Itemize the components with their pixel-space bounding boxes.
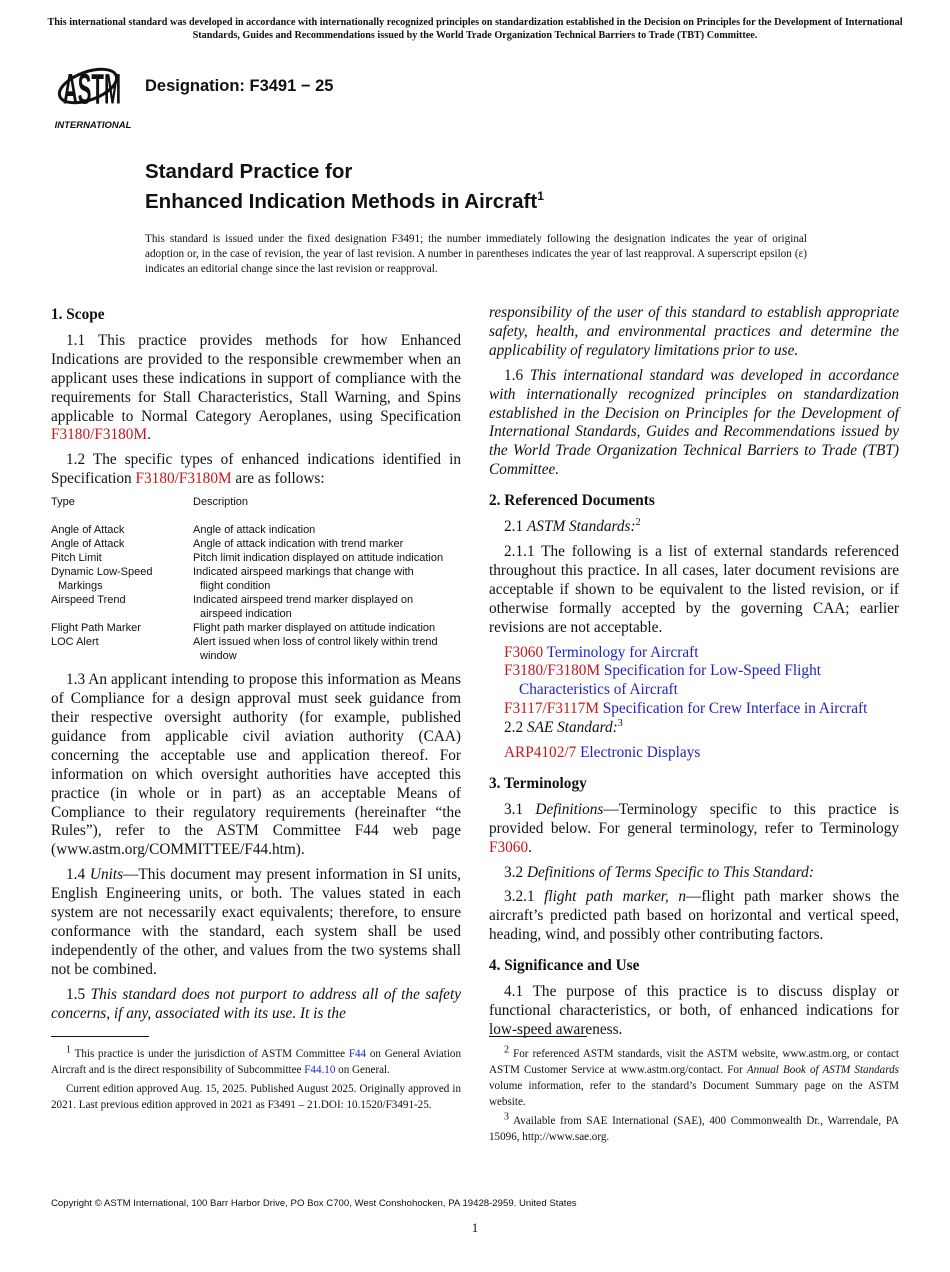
cell-line: flight condition [200,580,271,593]
type-cell [51,523,193,537]
table-row [51,523,461,537]
paragraph [489,518,899,537]
text-run: 2.1.1 The following is a list of external standards referenced throughout this practice. In all cases, later document revisions are acceptable if shown to be equivalent to the listed revision, or if otherwise formally accepted by the governing CAA; earlier revisions are not acceptable. [489,542,899,636]
text-run: 3.2 [504,863,527,881]
footnote-rule-left [51,1036,149,1037]
text-run: 4. Significance and Use [489,957,640,975]
reference-link[interactable]: F3180/F3180M [135,470,232,488]
text-run: flight path marker, n [544,888,687,906]
text-run: Current edition approved Aug. 15, 2025. Published August 2025. Originally approved in 2021. Last previous edition approved in 2021 as F3491 – 21.DOI: 10.1520/F3491-25. [51,1083,461,1111]
text-run: This practice is under the jurisdiction of ASTM Committee [71,1048,349,1060]
section-heading [51,306,461,325]
text-run: This international standard was developed in accordance with internationally recognized principles on standardization established in the Decision on Principles for the Development of International Standards, Guides and Recommendations issued by the World Trade Organization Technical Barriers to Trade (TBT) Committee. [489,366,899,479]
text-run: on General. [335,1064,390,1076]
text-run: 1.2 The specific types of enhanced indications identified in Specification [51,451,461,488]
cell-line: LOC Alert [51,636,99,649]
text-run: 3. Terminology [489,774,587,792]
text-run: ASTM Standards: [526,518,636,536]
type-cell [51,593,193,621]
copyright: Copyright © ASTM International, 100 Barr Harbor Drive, PO Box C700, West Conshohocken, PA 19428-2959. United States [51,1198,577,1209]
cell-line: Dynamic Low-Speed [51,566,153,579]
text-run: 1.4 [66,866,90,884]
cell-line: Airspeed Trend [51,594,126,607]
section-heading [489,775,899,794]
cell-line: Angle of Attack [51,538,125,551]
description-cell [193,565,461,593]
document-title [145,159,544,214]
svg-text:ASTM: ASTM [63,65,121,114]
text-run: —flight path marker shows the aircraft’s predicted path based on horizontal and vertical speed, heading, wind, and possibly other contributing factors. [489,888,900,944]
paragraph [51,671,461,860]
designation: Designation: F3491 − 25 [145,77,334,95]
text-run: . [528,838,532,856]
text-run: on General Aviation Aircraft and is the direct responsibility of Subcommittee [51,1048,461,1076]
paragraph [489,367,899,480]
reference-link[interactable]: F44.10 [304,1064,336,1076]
paragraph [489,983,899,1040]
reference-link[interactable]: F3060 [504,643,544,661]
text-run: 1.6 [504,366,530,384]
paragraph [51,986,461,1024]
cell-line: Angle of attack indication with trend marker [193,538,404,551]
text-run: . [147,426,151,444]
text-run: Units [89,866,124,884]
title-line-2 [145,184,544,214]
text-run: SAE Standard: [526,719,618,737]
text-run: —This document may present information in SI units, English Engineering units, or both. The values stated in each system are not necessarily exact equivalents; therefore, to ensure conformance with the standard, each system shall be used independently of the other, and values from the two systems shall not be combined. [51,866,461,978]
reference-link[interactable]: F3117/F3117M [504,700,599,718]
table-row [51,565,461,593]
reference-link[interactable]: F3180/F3180M [504,662,601,680]
cell-line: Markings [58,580,103,593]
type-cell [51,621,193,635]
column-header: Description [193,496,249,509]
table-row [51,621,461,635]
reference-link[interactable]: Electronic Displays [576,744,701,762]
table-row [51,593,461,621]
referenced-document [489,700,899,719]
text-run: 3.2.1 [504,888,545,906]
description-cell [193,551,461,565]
reference-link[interactable]: F3060 [489,838,529,856]
abstract: This standard is issued under the fixed designation F3491; the number immediately following the designation indicates the year of original adoption or, in the case of revision, the year of last revision. A number in parentheses indicates the year of last reapproval. A superscript epsilon (ε) indicates an editorial change since the last revision or reapproval. [145,233,807,275]
paragraph [489,543,899,638]
text-run: 1.5 [66,985,91,1003]
title-footnote-ref[interactable]: 1 [537,189,544,203]
cell-line: Indicated airspeed trend marker displayed on [193,594,414,607]
referenced-document [489,662,899,700]
reference-link[interactable]: Specification for Low-Speed Flight Characteristics of Aircraft [519,662,821,699]
type-cell [51,635,193,663]
text-run: Definitions [535,800,604,818]
paragraph [489,304,899,361]
astm-logo-icon [52,56,134,132]
footnote [51,1046,461,1078]
type-cell [51,537,193,551]
paragraph [51,451,461,489]
text-run: 1.3 An applicant intending to propose this information as Means of Compliance for a design approval must seek guidance from their respective oversight authority (for example, published guidance from applicable civil aviation authority (CAA) concerning the acceptable use and application thereof. For information on which oversight authorities have accepted this practice (in whole or in part) as an acceptable Means of Compliance to their regulatory requirements (hereinafter “the Rules”), refer to the ASTM Committee F44 web page (www.astm.org/COMMITTEE/F44.htm). [51,671,461,859]
footnotes-left [51,1046,461,1116]
cell-line: Angle of Attack [51,524,125,537]
enhanced-indication-types-table [51,495,461,663]
column-header: Type [51,496,75,509]
reference-link[interactable]: F44 [348,1048,367,1060]
referenced-document [489,744,899,763]
footnote-ref[interactable]: 1 [66,1044,71,1056]
paragraph [489,719,899,738]
title-line-2-text: Enhanced Indication Methods in Aircraft [145,189,538,213]
footnote [489,1046,899,1110]
reference-link[interactable]: Terminology for Aircraft [543,643,699,661]
text-run: 2.2 [504,719,527,737]
left-column [51,306,461,1029]
text-run: Definitions of Terms Specific to This Standard: [526,863,814,881]
text-run: This standard does not purport to address all of the safety concerns, if any, associated with its use. It is the [51,985,461,1022]
text-run: Available from SAE International (SAE), 400 Commonwealth Dr., Warrendale, PA 15096, http://www.sae.org. [489,1115,899,1143]
description-cell [193,635,461,663]
page-number: 1 [471,1220,479,1235]
footnote-ref[interactable]: 2 [504,1044,509,1056]
text-run: 1.1 This practice provides methods for how Enhanced Indications are provided to the responsible crewmember when an applicant uses these indications in support of compliance with the requirements for Stall Characteristics, Stall Warning, and Spins applicable to Normal Category Aeroplanes, using Specification [51,331,461,425]
cell-line: Angle of attack indication [193,524,316,537]
cell-line: Indicated airspeed markings that change with [193,566,414,579]
cell-line: Flight path marker displayed on attitude indication [193,622,436,635]
cell-line: Pitch limit indication displayed on attitude indication [193,552,444,565]
right-column [489,304,899,1046]
text-run: are as follows: [231,470,325,488]
cell-line: Flight Path Marker [51,622,141,635]
description-cell [193,621,461,635]
svg-text:INTERNATIONAL: INTERNATIONAL [54,120,132,131]
paragraph [489,801,899,858]
footnote-ref[interactable]: 3 [617,718,623,730]
type-cell [51,551,193,565]
reference-link[interactable]: Specification for Crew Interface in Aircraft [598,700,868,718]
section-heading [489,492,899,511]
table-row [51,635,461,663]
footnote-rule-right [489,1036,587,1037]
cell-line: Pitch Limit [51,552,102,565]
astm-logo [52,56,134,132]
text-run: 3.1 [504,800,536,818]
reference-link[interactable]: F3180/F3180M [51,426,148,444]
text-run: responsibility of the user of this standard to establish appropriate safety, health, and environmental practices and determine the applicability of regulatory limitations prior to use. [489,304,899,359]
table-row [51,537,461,551]
footnotes-right [489,1046,899,1148]
text-run: 2.1 [504,518,527,536]
referenced-document [489,644,899,663]
footnote [489,1113,899,1145]
text-run: Annual Book of ASTM Standards [746,1064,899,1076]
text-run: volume information, refer to the standard’s Document Summary page on the ASTM website. [489,1080,899,1108]
cell-line: Alert issued when loss of control likely within trend [193,636,438,649]
text-run: 1. Scope [51,306,105,323]
cell-line: window [200,650,237,663]
type-cell [51,565,193,593]
text-run: For referenced ASTM standards, visit the ASTM website, www.astm.org, or contact ASTM Customer Service at www.astm.org/contact. For [489,1048,899,1076]
paragraph [489,864,899,883]
description-cell [193,593,461,621]
text-run: 2. Referenced Documents [489,492,655,510]
paragraph [489,888,899,945]
table-row [51,551,461,565]
table-header-row [51,495,461,509]
footnote-ref[interactable]: 3 [504,1111,509,1123]
paragraph [51,866,461,979]
section-heading [489,957,899,976]
description-cell [193,523,461,537]
cell-line: airspeed indication [200,608,292,621]
tbt-notice: This international standard was developed in accordance with internationally recognized principles on standardization established in the Decision on Principles for the Development of International Standards, Guides and Recommendations issued by the World Trade Organization Technical Barriers to Trade (TBT) Committee. [47,17,903,41]
reference-link[interactable]: ARP4102/7 [504,744,577,762]
paragraph [51,332,461,445]
text-run: —Terminology specific to this practice is provided below. For general terminology, refer to Terminology [489,800,899,837]
footnote [51,1081,461,1113]
description-cell [193,537,461,551]
text-run: 4.1 The purpose of this practice is to discuss display or functional characteristics, or both, of enhanced indications for low-speed awareness. [489,983,899,1038]
footnote-ref[interactable]: 2 [635,516,641,528]
table-spacer [51,509,461,523]
title-line-1: Standard Practice for [145,160,353,183]
